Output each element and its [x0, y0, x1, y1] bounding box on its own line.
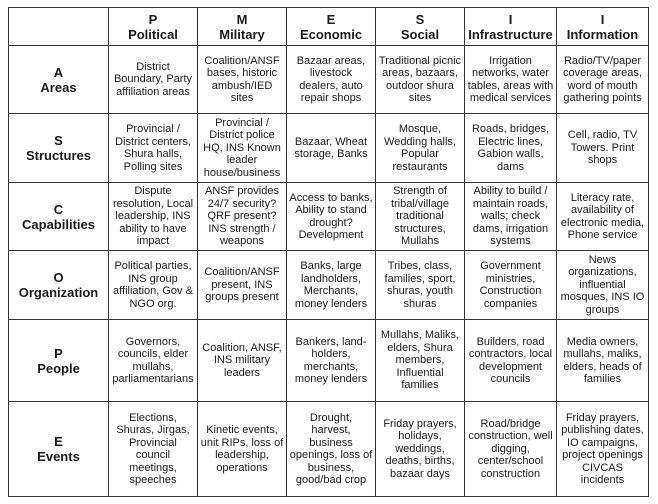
table-cell: Kinetic events, unit RIPs, loss of leadership, operations: [198, 402, 287, 497]
table-cell: Dispute resolution, Local leadership, INS ability to have impact: [109, 182, 198, 250]
table-cell: Tribes, class, families, sport, shuras, youth shuras: [376, 251, 465, 319]
table-cell: Mullahs, Maliks, elders, Shura members, Influential families: [376, 319, 465, 402]
row-header-areas: A Areas: [9, 46, 109, 114]
table-cell: Cell, radio, TV Towers. Print shops: [557, 114, 649, 182]
column-header-social: S Social: [376, 8, 465, 46]
table-cell: Road/bridge construction, well digging, center/school construction: [465, 402, 557, 497]
table-row-areas: [9, 46, 649, 114]
table-row-people: [9, 319, 649, 402]
table-row-organization: [9, 251, 649, 319]
table-cell: Friday prayers, holidays, weddings, deaths, births, bazaar days: [376, 402, 465, 497]
table-cell: Governors, councils, elder mullahs, parliamentarians: [109, 319, 198, 402]
table-cell: Ability to build / maintain roads, walls; check dams, irrigation systems: [465, 182, 557, 250]
column-header-political: P Political: [109, 8, 198, 46]
row-header-capabilities: C Capabilities: [9, 182, 109, 250]
table-cell: ANSF provides 24/7 security? QRF present? INS strength / weapons: [198, 182, 287, 250]
table-cell: Political parties, INS group affiliation, Gov & NGO org.: [109, 251, 198, 319]
table-cell: Bazaar, Wheat storage, Banks: [287, 114, 376, 182]
table-cell: Drought, harvest, business openings, loss of business, good/bad crop: [287, 402, 376, 497]
table-row-capabilities: [9, 182, 649, 250]
table-cell: Mosque, Wedding halls, Popular restaurants: [376, 114, 465, 182]
row-header-events: E Events: [9, 402, 109, 497]
table-cell: Access to banks, Ability to stand drought? Development: [287, 182, 376, 250]
header-row: [9, 8, 649, 46]
table-cell: Roads, bridges, Electric lines, Gabion walls, dams: [465, 114, 557, 182]
row-header-people: P People: [9, 319, 109, 402]
row-header-organization: O Organization: [9, 251, 109, 319]
table-cell: Traditional picnic areas, bazaars, outdoor shura sites: [376, 46, 465, 114]
table-row-structures: [9, 114, 649, 182]
row-header-structures: S Structures: [9, 114, 109, 182]
table-cell: Radio/TV/paper coverage areas, word of mouth gathering points: [557, 46, 649, 114]
table-cell: Coalition/ANSF present, INS groups present: [198, 251, 287, 319]
table-cell: Strength of tribal/village traditional structures, Mullahs: [376, 182, 465, 250]
table-cell: Banks, large landholders, Merchants, money lenders: [287, 251, 376, 319]
table-cell: News organizations, influential mosques, INS IO groups: [557, 251, 649, 319]
table-cell: Provincial / District police HQ, INS Known leader house/business: [198, 114, 287, 182]
column-header-infrastructure: I Infrastructure: [465, 8, 557, 46]
table-cell: Media owners, mullahs, maliks, elders, heads of families: [557, 319, 649, 402]
column-header-military: M Military: [198, 8, 287, 46]
table-cell: Bazaar areas, livestock dealers, auto repair shops: [287, 46, 376, 114]
table-cell: Government ministries, Construction companies: [465, 251, 557, 319]
table-cell: District Boundary, Party affiliation areas: [109, 46, 198, 114]
table-cell: Bankers, land-holders, merchants, money lenders: [287, 319, 376, 402]
pmesii-ascope-matrix: [8, 7, 649, 497]
table-cell: Literacy rate, availability of electronic media, Phone service: [557, 182, 649, 250]
corner-cell: [9, 8, 109, 46]
table-cell: Friday prayers, publishing dates, IO campaigns, project openings CIVCAS incidents: [557, 402, 649, 497]
table-cell: Provincial / District centers, Shura halls, Polling sites: [109, 114, 198, 182]
table-cell: Coalition, ANSF, INS military leaders: [198, 319, 287, 402]
column-header-economic: E Economic: [287, 8, 376, 46]
table-cell: Coalition/ANSF bases, historic ambush/IED sites: [198, 46, 287, 114]
table-cell: Builders, road contractors, local development councils: [465, 319, 557, 402]
table-cell: Elections, Shuras, Jirgas, Provincial council meetings, speeches: [109, 402, 198, 497]
table-row-events: [9, 402, 649, 497]
column-header-information: I Information: [557, 8, 649, 46]
table-cell: Irrigation networks, water tables, areas with medical services: [465, 46, 557, 114]
